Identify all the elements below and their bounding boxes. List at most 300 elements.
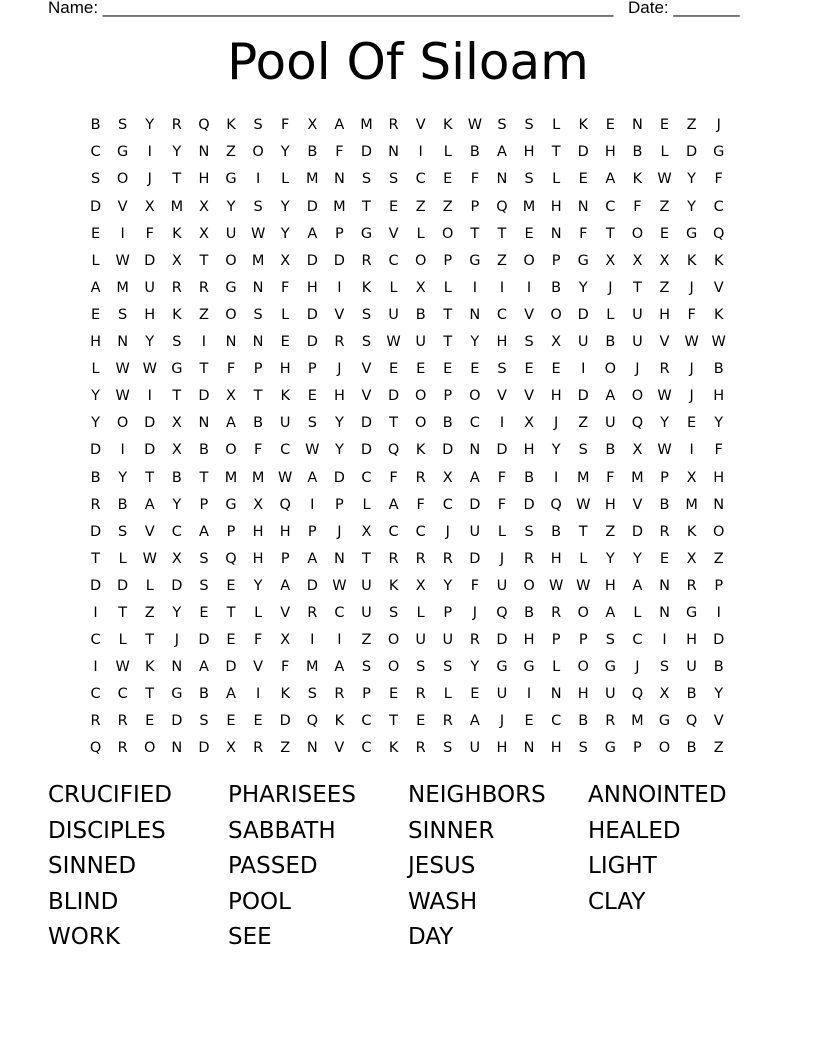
grid-letter: X [442, 469, 453, 486]
grid-letter: L [91, 252, 100, 269]
grid-letter: S [578, 442, 588, 459]
grid-letter: Y [660, 415, 669, 432]
grid-letter: T [497, 225, 507, 242]
grid-letter: N [523, 740, 535, 757]
page-title: Pool Of Siloam [227, 33, 589, 91]
grid-letter: P [660, 469, 669, 486]
grid-letter: C [469, 415, 480, 432]
word-bank-item: PASSED [228, 853, 318, 880]
grid-letter: O [631, 225, 644, 242]
grid-letter: S [524, 523, 534, 540]
word-bank-item: LIGHT [588, 853, 657, 880]
grid-letter: L [118, 632, 127, 649]
grid-letter: J [337, 361, 342, 378]
grid-letter: S [199, 713, 209, 730]
grid-letter: O [387, 659, 400, 676]
grid-letter: S [443, 740, 453, 757]
word-bank-item: JESUS [408, 853, 476, 880]
grid-letter: N [713, 496, 725, 513]
grid-letter: U [605, 415, 616, 432]
grid-letter: B [524, 469, 535, 486]
grid-letter: D [144, 442, 156, 459]
grid-letter: T [443, 334, 453, 351]
grid-letter: Z [659, 198, 670, 215]
grid-letter: Q [631, 415, 644, 432]
grid-letter: D [144, 415, 156, 432]
grid-letter: Y [145, 334, 155, 351]
grid-letter: W [305, 442, 320, 459]
grid-letter: O [252, 144, 264, 161]
grid-letter: A [144, 496, 155, 513]
grid-letter: S [361, 171, 372, 188]
word-bank-item: WORK [48, 924, 120, 951]
grid-letter: D [171, 577, 183, 594]
grid-letter: Q [279, 496, 291, 513]
grid-letter: W [115, 361, 130, 378]
grid-letter: G [225, 279, 237, 296]
grid-letter: V [632, 496, 643, 513]
grid-letter: N [171, 740, 183, 757]
grid-letter: D [577, 306, 589, 323]
grid-letter: Q [496, 198, 508, 215]
grid-letter: I [472, 279, 477, 296]
grid-letter: K [172, 225, 182, 242]
grid-letter: B [551, 279, 562, 296]
grid-letter: G [658, 713, 671, 730]
grid-letter: N [469, 306, 481, 323]
grid-letter: J [472, 604, 477, 621]
grid-letter: N [333, 550, 345, 567]
grid-letter: B [198, 686, 209, 703]
grid-letter: W [684, 334, 699, 351]
grid-letter: K [686, 252, 697, 269]
grid-letter: F [253, 632, 263, 649]
grid-letter: H [252, 550, 264, 567]
grid-letter: L [416, 225, 425, 242]
grid-letter: M [116, 279, 129, 296]
grid-letter: M [522, 198, 536, 215]
grid-letter: J [689, 279, 694, 296]
word-bank-item: SEE [228, 924, 272, 951]
grid-letter: B [605, 442, 616, 459]
date-field-label: Date: _______ [628, 0, 740, 17]
grid-letter: I [93, 659, 98, 676]
grid-letter: B [578, 713, 589, 730]
grid-letter: H [198, 171, 210, 188]
grid-letter: A [605, 604, 616, 621]
grid-letter: A [198, 523, 209, 540]
grid-letter: J [147, 171, 152, 188]
grid-letter: F [470, 577, 480, 594]
grid-letter: U [632, 334, 643, 351]
grid-letter: P [307, 361, 317, 378]
grid-letter: A [496, 144, 507, 161]
grid-letter: V [496, 388, 507, 405]
grid-letter: Y [470, 334, 480, 351]
grid-letter: F [253, 442, 263, 459]
grid-letter: S [659, 659, 670, 676]
grid-letter: I [526, 279, 532, 296]
grid-letter: L [281, 171, 290, 188]
grid-letter: Y [551, 442, 561, 459]
grid-letter: G [496, 659, 508, 676]
grid-letter: E [145, 713, 155, 730]
grid-letter: P [280, 550, 290, 567]
grid-letter: L [552, 117, 561, 134]
grid-letter: I [554, 469, 559, 486]
grid-letter: B [171, 469, 182, 486]
grid-letter: I [201, 334, 207, 351]
grid-letter: W [711, 334, 726, 351]
grid-letter: Q [198, 117, 210, 134]
grid-letter: E [605, 117, 615, 134]
grid-letter: E [416, 361, 426, 378]
grid-letter: T [362, 550, 371, 567]
grid-letter: A [226, 415, 236, 432]
grid-letter: J [716, 117, 721, 134]
grid-letter: B [117, 496, 128, 513]
grid-letter: Y [470, 659, 480, 676]
grid-letter: R [198, 279, 209, 296]
grid-letter: T [199, 469, 209, 486]
grid-letter: Q [685, 713, 698, 730]
grid-letter: C [361, 713, 372, 730]
grid-letter: F [470, 171, 480, 188]
grid-letter: R [469, 632, 480, 649]
grid-letter: A [632, 577, 643, 594]
grid-letter: S [118, 306, 128, 323]
grid-letter: P [443, 388, 453, 405]
grid-letter: Y [334, 442, 344, 459]
grid-letter: W [332, 577, 347, 594]
word-bank-item: HEALED [588, 817, 681, 844]
grid-letter: H [144, 306, 156, 323]
grid-letter: Y [226, 198, 236, 215]
grid-letter: Q [550, 496, 562, 513]
grid-letter: O [116, 415, 129, 432]
grid-letter: G [685, 225, 698, 242]
grid-letter: A [307, 469, 318, 486]
grid-letter: I [255, 171, 261, 188]
grid-letter: L [443, 686, 452, 703]
grid-letter: B [686, 740, 697, 757]
grid-letter: T [145, 686, 155, 703]
name-field-label: Name: ______________________________________________________ [48, 0, 614, 17]
grid-letter: X [171, 442, 182, 459]
grid-letter: G [523, 659, 535, 676]
grid-letter: W [142, 550, 157, 567]
grid-letter: T [253, 388, 263, 405]
grid-letter: S [524, 334, 534, 351]
grid-letter: B [307, 144, 318, 161]
grid-letter: H [577, 686, 589, 703]
grid-letter: R [415, 469, 426, 486]
grid-letter: X [144, 198, 155, 215]
grid-letter: U [632, 306, 643, 323]
grid-letter: X [686, 550, 697, 567]
grid-letter: P [335, 496, 344, 513]
grid-letter: A [605, 388, 616, 405]
grid-letter: E [280, 334, 290, 351]
grid-letter: E [226, 577, 236, 594]
grid-letter: S [497, 361, 507, 378]
grid-letter: Y [687, 171, 697, 188]
grid-letter: V [713, 713, 724, 730]
grid-letter: N [225, 334, 237, 351]
grid-letter: N [577, 198, 589, 215]
grid-letter: R [686, 577, 697, 594]
grid-letter: P [551, 252, 561, 269]
word-bank-item: WASH [408, 888, 478, 915]
grid-letter: B [469, 144, 480, 161]
grid-letter: T [172, 388, 182, 405]
grid-letter: O [414, 388, 427, 405]
grid-letter: D [577, 388, 589, 405]
grid-letter: W [467, 117, 483, 134]
grid-letter: S [605, 632, 615, 649]
grid-letter: D [469, 550, 481, 567]
grid-letter: F [281, 117, 290, 134]
grid-letter: S [118, 117, 128, 134]
grid-letter: R [524, 550, 535, 567]
grid-letter: H [686, 632, 698, 649]
grid-letter: X [280, 252, 291, 269]
grid-letter: W [115, 388, 130, 405]
grid-letter: C [171, 523, 182, 540]
grid-letter: O [387, 632, 400, 649]
grid-letter: O [144, 740, 156, 757]
grid-letter: J [689, 388, 694, 405]
grid-letter: S [90, 171, 101, 188]
grid-letter: S [253, 306, 263, 323]
grid-letter: M [631, 713, 644, 730]
grid-letter: C [713, 198, 724, 215]
word-bank [48, 778, 788, 956]
letter-grid [82, 112, 732, 762]
grid-letter: L [389, 279, 398, 296]
grid-letter: N [388, 144, 399, 161]
grid-letter: Q [387, 442, 400, 459]
grid-letter: V [415, 117, 426, 134]
grid-letter: D [306, 577, 318, 594]
grid-letter: V [334, 740, 345, 757]
grid-letter: R [171, 117, 182, 134]
grid-letter: B [686, 686, 697, 703]
grid-letter: D [117, 577, 129, 594]
grid-letter: E [687, 415, 697, 432]
grid-letter: G [577, 252, 589, 269]
grid-letter: O [658, 740, 671, 757]
grid-letter: C [551, 713, 562, 730]
grid-letter: P [443, 252, 453, 269]
grid-letter: O [225, 442, 237, 459]
grid-letter: I [147, 144, 152, 161]
grid-letter: A [605, 171, 616, 188]
grid-letter: Z [415, 198, 426, 215]
grid-letter: S [361, 334, 372, 351]
grid-letter: H [523, 632, 535, 649]
grid-letter: U [361, 604, 372, 621]
grid-letter: E [388, 198, 399, 215]
grid-letter: R [361, 252, 372, 269]
grid-letter: T [389, 415, 398, 432]
grid-letter: L [443, 279, 452, 296]
grid-letter: T [172, 171, 182, 188]
grid-letter: E [470, 361, 480, 378]
grid-letter: P [253, 361, 263, 378]
grid-letter: L [497, 523, 506, 540]
grid-letter: E [443, 171, 453, 188]
grid-letter: D [198, 632, 210, 649]
grid-letter: G [225, 171, 237, 188]
grid-letter: D [306, 334, 318, 351]
grid-letter: O [414, 252, 427, 269]
word-bank-item: BLIND [48, 888, 119, 915]
grid-letter: D [306, 306, 318, 323]
grid-letter: R [334, 334, 345, 351]
grid-letter: D [171, 713, 183, 730]
grid-letter: O [577, 604, 589, 621]
grid-letter: F [497, 469, 507, 486]
grid-letter: S [307, 415, 317, 432]
grid-letter: I [689, 442, 694, 459]
grid-letter: E [443, 361, 453, 378]
grid-letter: U [686, 659, 697, 676]
grid-letter: M [224, 469, 238, 486]
grid-letter: U [279, 415, 291, 432]
grid-letter: O [523, 577, 535, 594]
grid-letter: J [337, 523, 342, 540]
grid-letter: J [689, 361, 694, 378]
word-bank-item: CRUCIFIED [48, 782, 172, 808]
grid-letter: T [199, 361, 209, 378]
grid-letter: U [442, 632, 454, 649]
grid-letter: W [657, 171, 672, 188]
grid-letter: E [90, 225, 101, 242]
grid-letter: S [118, 523, 128, 540]
grid-letter: K [280, 388, 290, 405]
grid-letter: B [524, 604, 535, 621]
grid-letter: F [687, 306, 696, 323]
grid-letter: J [635, 659, 640, 676]
grid-letter: C [632, 632, 643, 649]
grid-letter: R [659, 523, 670, 540]
grid-letter: U [225, 225, 237, 242]
grid-letter: G [360, 225, 373, 242]
grid-letter: V [388, 225, 399, 242]
grid-letter: T [145, 469, 155, 486]
grid-letter: B [605, 334, 616, 351]
grid-letter: D [360, 144, 373, 161]
grid-letter: D [333, 469, 345, 486]
grid-letter: R [415, 686, 426, 703]
grid-letter: U [388, 306, 399, 323]
grid-letter: G [469, 252, 481, 269]
grid-letter: W [576, 496, 591, 513]
grid-letter: U [496, 577, 508, 594]
grid-letter: E [307, 388, 317, 405]
grid-letter: U [577, 334, 589, 351]
grid-letter: N [333, 171, 345, 188]
grid-letter: B [90, 469, 101, 486]
grid-letter: J [635, 361, 640, 378]
grid-letter: N [252, 334, 264, 351]
grid-letter: W [142, 361, 157, 378]
grid-letter: P [633, 740, 642, 757]
grid-letter: D [198, 388, 210, 405]
grid-letter: U [415, 632, 426, 649]
grid-letter: C [415, 523, 426, 540]
grid-letter: U [469, 740, 481, 757]
grid-letter: E [659, 225, 670, 242]
grid-letter: V [659, 334, 670, 351]
grid-letter: J [174, 632, 179, 649]
grid-letter: W [657, 388, 672, 405]
grid-letter: I [662, 632, 667, 649]
grid-letter: F [389, 469, 398, 486]
grid-letter: H [90, 334, 101, 351]
grid-letter: C [388, 523, 399, 540]
grid-letter: L [145, 577, 154, 594]
grid-letter: A [198, 659, 209, 676]
grid-letter: H [523, 144, 535, 161]
grid-letter: K [226, 117, 236, 134]
grid-letter: W [115, 659, 130, 676]
grid-letter: D [496, 632, 508, 649]
grid-letter: D [144, 252, 156, 269]
grid-letter: K [578, 117, 588, 134]
grid-letter: N [659, 577, 670, 594]
grid-letter: D [333, 252, 345, 269]
grid-letter: E [524, 361, 534, 378]
grid-letter: I [255, 686, 261, 703]
grid-letter: B [632, 144, 643, 161]
grid-letter: G [117, 144, 129, 161]
grid-letter: L [443, 144, 452, 161]
grid-letter: X [226, 388, 236, 405]
grid-letter: F [606, 469, 615, 486]
grid-letter: L [552, 171, 561, 188]
grid-letter: C [415, 171, 426, 188]
grid-letter: G [171, 686, 183, 703]
grid-letter: I [120, 225, 125, 242]
word-bank-item: DISCIPLES [48, 817, 166, 844]
grid-letter: X [659, 252, 670, 269]
grid-letter: L [579, 550, 588, 567]
grid-letter: Q [712, 225, 725, 242]
grid-letter: F [226, 361, 236, 378]
grid-letter: R [388, 550, 399, 567]
grid-letter: V [713, 279, 724, 296]
grid-letter: B [713, 361, 724, 378]
grid-letter: R [307, 604, 318, 621]
grid-letter: A [334, 117, 345, 134]
grid-letter: G [171, 361, 183, 378]
grid-letter: S [388, 171, 399, 188]
grid-letter: M [251, 469, 265, 486]
word-bank-item: SINNER [408, 817, 495, 844]
grid-letter: Y [91, 415, 100, 432]
grid-letter: Y [334, 415, 344, 432]
grid-letter: A [469, 713, 480, 730]
grid-letter: P [470, 198, 480, 215]
grid-letter: E [524, 713, 534, 730]
grid-letter: E [659, 550, 670, 567]
grid-letter: E [470, 686, 480, 703]
grid-letter: R [605, 713, 616, 730]
grid-letter: H [550, 740, 562, 757]
grid-letter: X [551, 334, 562, 351]
